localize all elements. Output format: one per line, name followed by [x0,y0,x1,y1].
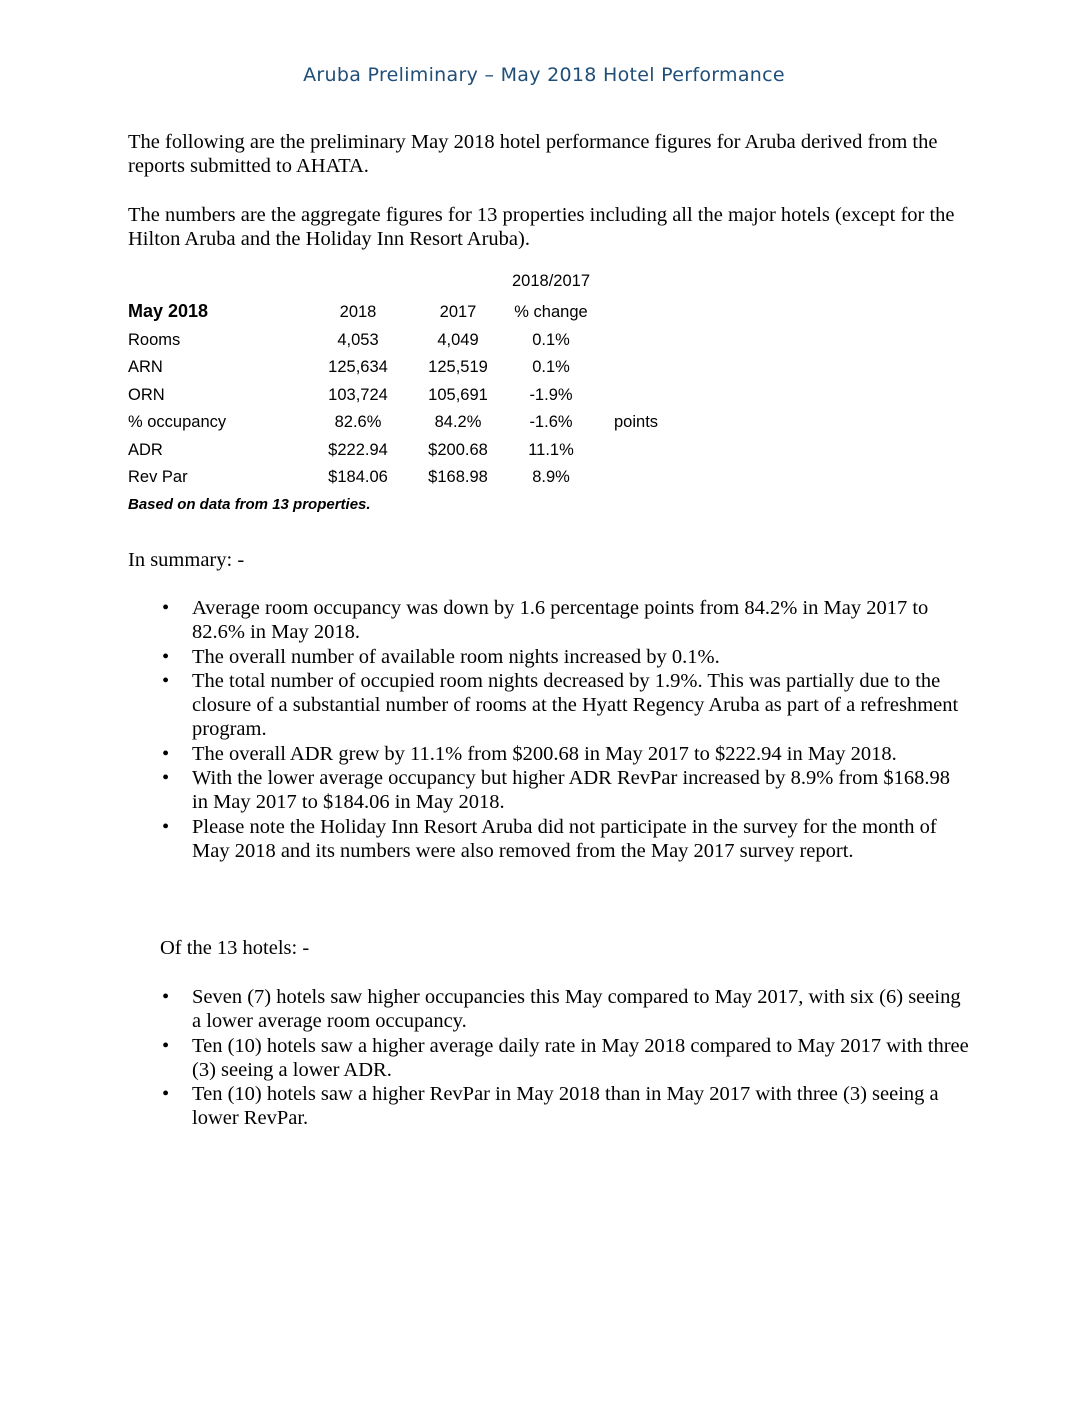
cell-adr-2017: $200.68 [428,441,488,459]
list-item: The overall number of available room nights increased by 0.1%. [192,645,720,668]
list-item: Average room occupancy was down by 1.6 percentage points from 84.2% in May 2017 to 82.6% in May 2018. [192,597,929,644]
document-title: Aruba Preliminary – May 2018 Hotel Performance [303,64,785,86]
hotels-list [160,985,970,1131]
row-label-occupancy: % occupancy [128,413,227,431]
row-label-adr: ADR [128,441,163,459]
cell-orn-change: -1.9% [529,386,573,404]
cell-revpar-change: 8.9% [532,468,570,486]
cell-arn-2018: 125,634 [328,358,388,376]
cell-rooms-2017: 4,049 [437,331,479,349]
list-item: Seven (7) hotels saw higher occupancies this May compared to May 2017, with six (6) seeing a lower average room occupancy. [192,986,961,1033]
cell-arn-change: 0.1% [532,358,570,376]
list-item: Please note the Holiday Inn Resort Aruba did not participate in the survey for the month of May 2018 and its numbers were also removed from the May 2017 survey report. [192,815,937,862]
list-item: Ten (10) hotels saw a higher RevPar in May 2018 than in May 2017 with three (3) seeing a lower RevPar. [192,1083,939,1130]
cell-revpar-2018: $184.06 [328,468,388,486]
cell-revpar-2017: $168.98 [428,468,488,486]
summary-heading: In summary: - [128,549,245,571]
cell-adr-2018: $222.94 [328,441,388,459]
column-header-2017: 2017 [439,303,477,321]
row-label-arn: ARN [128,358,163,376]
table-footnote: Based on data from 13 properties. [128,496,371,513]
cell-occupancy-2018: 82.6% [334,413,382,431]
intro-paragraph-2: The numbers are the aggregate figures for 13 properties including all the major hotels (except for the Hilton Aruba and the Holiday Inn Resort Aruba). [128,204,955,250]
list-item: With the lower average occupancy but higher ADR RevPar increased by 8.9% from $168.98 in May 2017 to $184.06 in May 2018. [192,767,951,814]
list-item: Ten (10) hotels saw a higher average daily rate in May 2018 compared to May 2017 with three (3) seeing a lower ADR. [192,1034,969,1081]
cell-occupancy-change: -1.6% [529,413,573,431]
cell-rooms-2018: 4,053 [337,331,379,349]
column-group-header: 2018/2017 [512,272,590,290]
row-label-rooms: Rooms [128,331,181,349]
intro-paragraph-1: The following are the preliminary May 2018 hotel performance figures for Aruba derived from the reports submitted to AHATA. [128,131,938,177]
cell-occupancy-note: points [614,413,659,431]
list-item: The overall ADR grew by 11.1% from $200.68 in May 2017 to $222.94 in May 2018. [192,742,897,765]
cell-adr-change: 11.1% [528,441,574,459]
cell-orn-2018: 103,724 [328,386,388,404]
row-label-revpar: Rev Par [128,468,188,486]
cell-arn-2017: 125,519 [428,358,488,376]
cell-rooms-change: 0.1% [532,331,570,349]
row-header: May 2018 [128,301,209,321]
cell-orn-2017: 105,691 [428,386,488,404]
cell-occupancy-2017: 84.2% [434,413,482,431]
column-header-2018: 2018 [339,303,377,321]
summary-list [160,596,970,863]
row-label-orn: ORN [128,386,165,404]
column-header-change: % change [514,303,588,321]
hotels-heading: Of the 13 hotels: - [160,937,310,959]
list-item: The total number of occupied room nights decreased by 1.9%. This was partially due to the closure of a substantial number of rooms at the Hyatt Regency Aruba as part of a refreshment program. [192,669,959,741]
